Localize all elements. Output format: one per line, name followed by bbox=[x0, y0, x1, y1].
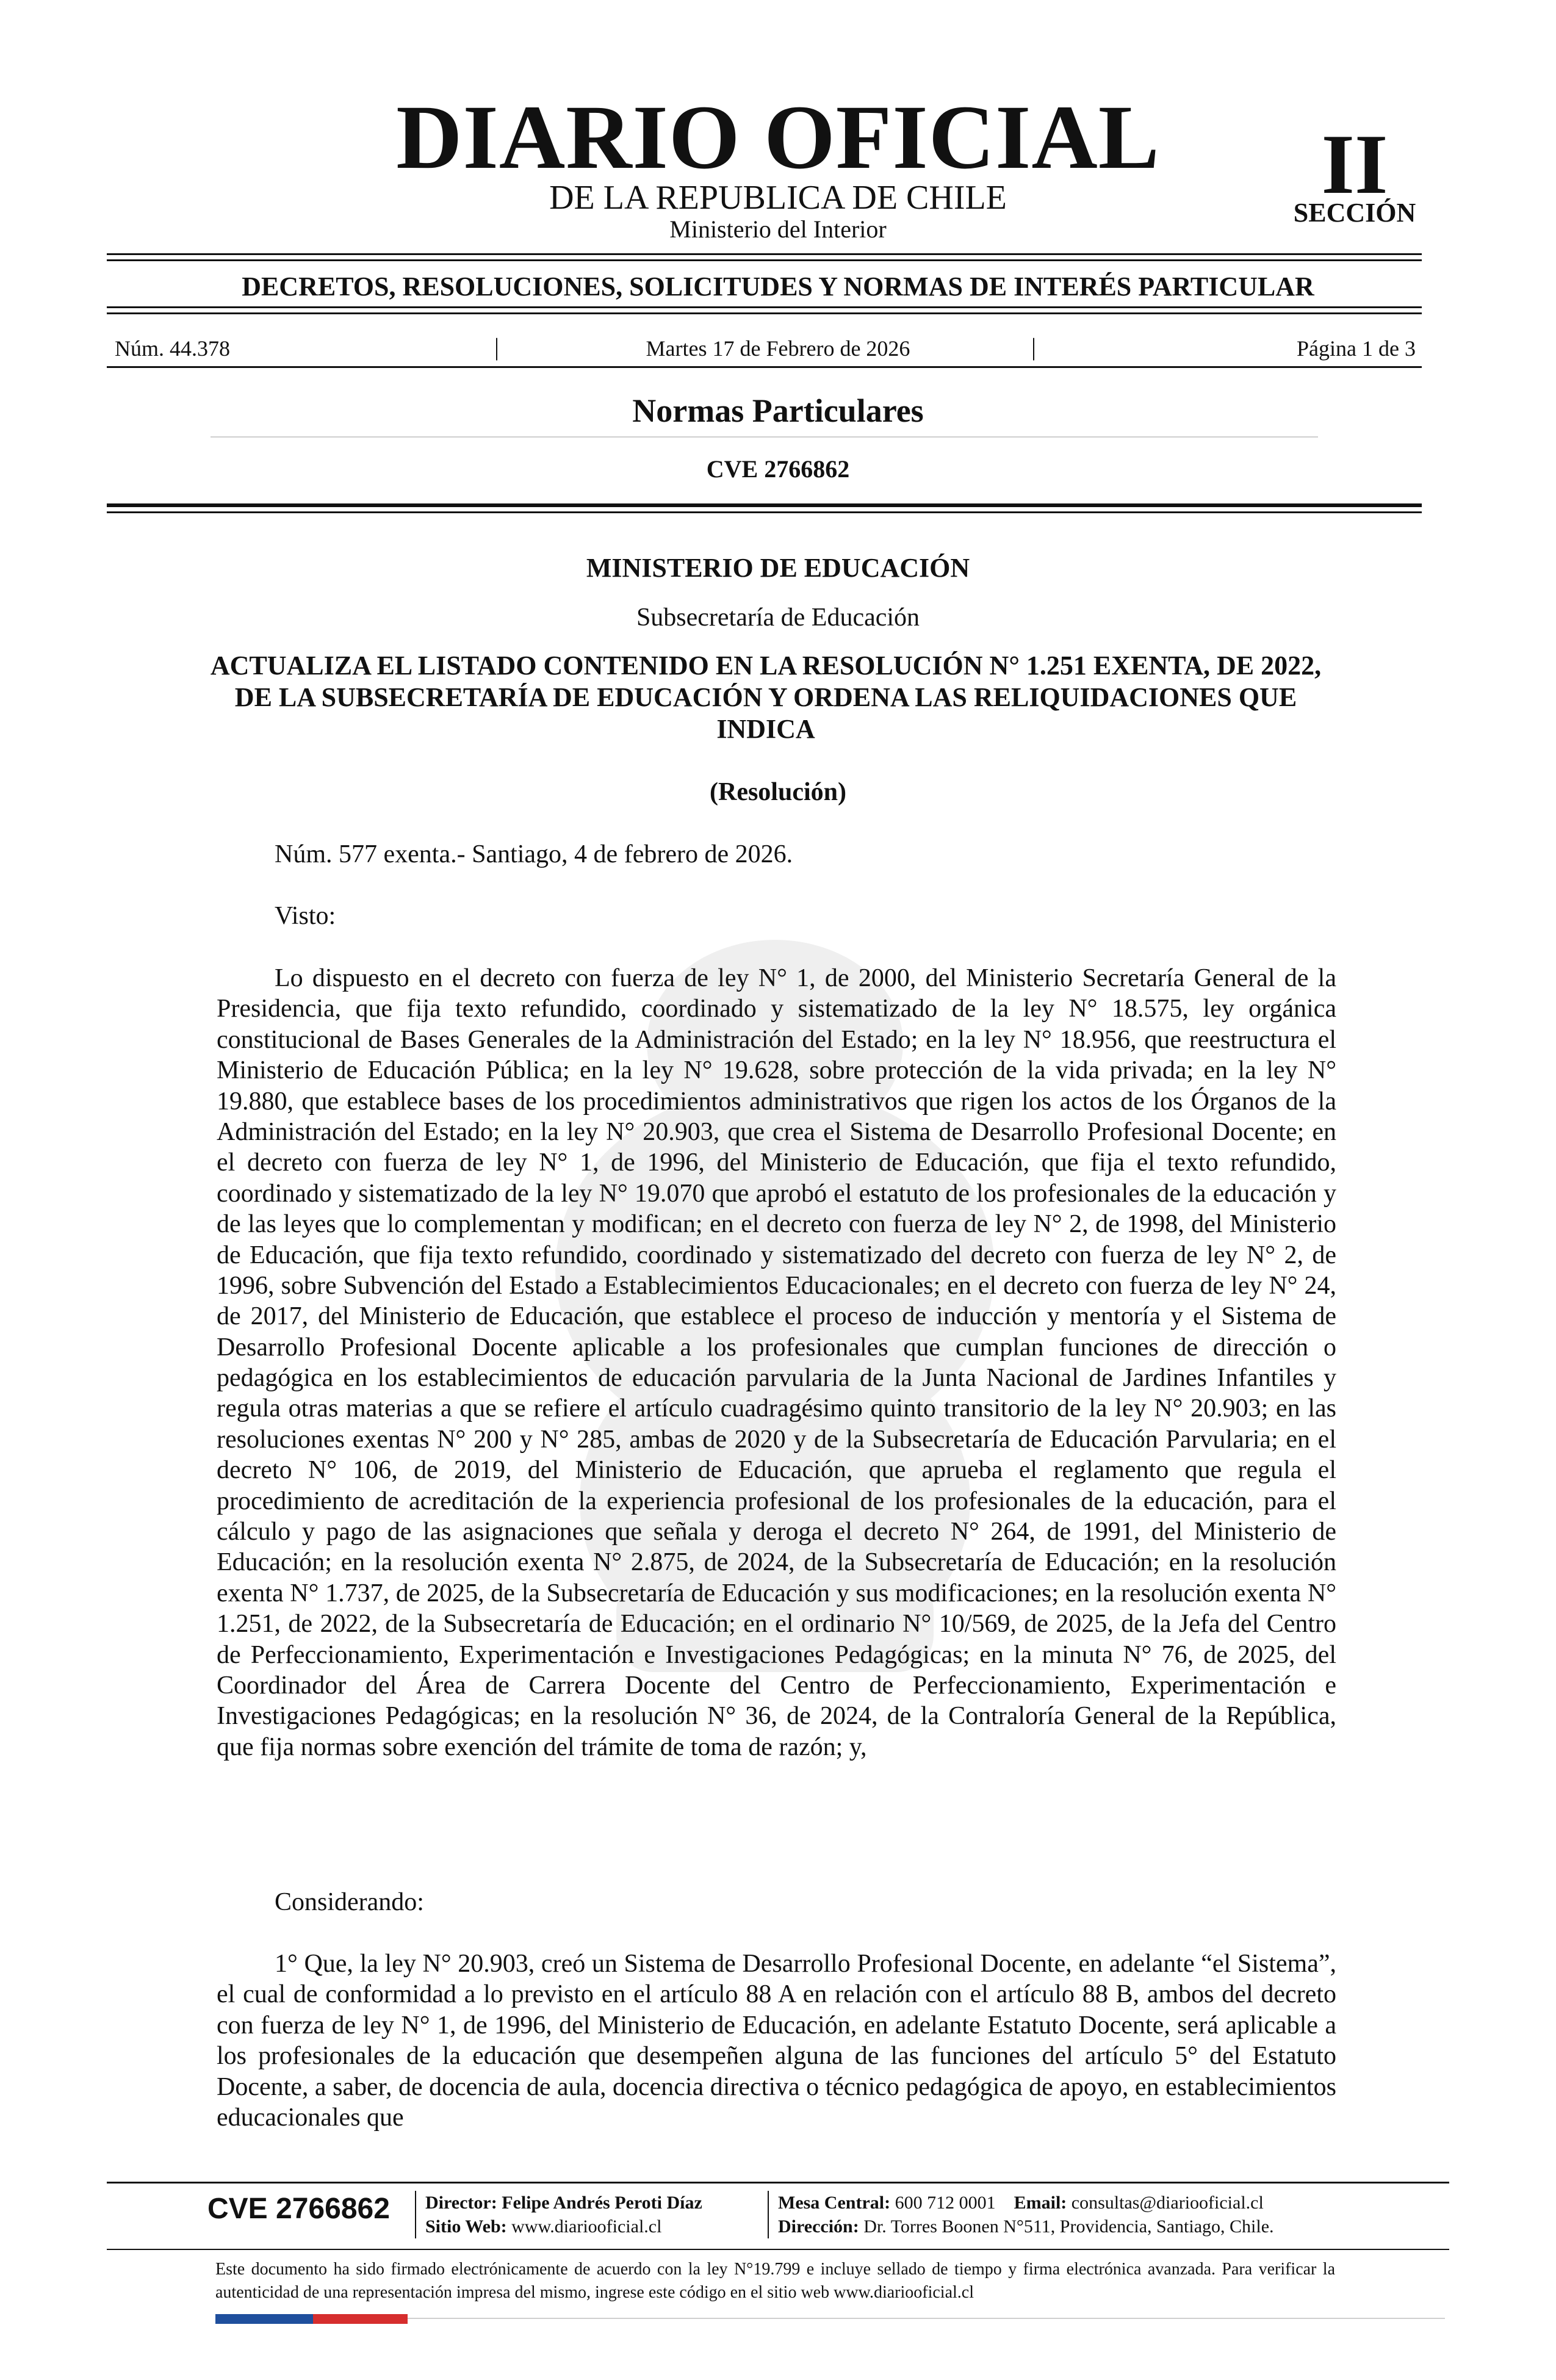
divider bbox=[107, 312, 1422, 314]
document-type: (Resolución) bbox=[710, 778, 846, 806]
site-label: Sitio Web: bbox=[425, 2216, 507, 2237]
footer-contact-left bbox=[425, 2191, 702, 2238]
document-headline: ACTUALIZA EL LISTADO CONTENIDO EN LA RESOLUCIÓN N° 1.251 EXENTA, DE 2022, DE LA SUBSECRETARÍA DE EDUCACIÓN Y ORDENA LAS RELIQUIDACIONES QUE INDICA bbox=[210, 651, 1322, 744]
divider bbox=[107, 503, 1422, 507]
footer-divider bbox=[408, 2318, 1445, 2319]
section-number: II bbox=[1321, 117, 1388, 212]
flag-stripe-red bbox=[313, 2314, 408, 2324]
divider bbox=[107, 253, 1422, 255]
category-heading: DECRETOS, RESOLUCIONES, SOLICITUDES Y NORMAS DE INTERÉS PARTICULAR bbox=[242, 272, 1314, 301]
email-label: Email: bbox=[1014, 2193, 1067, 2213]
footer-contact-right bbox=[778, 2191, 1274, 2238]
masthead-subtitle: DE LA REPUBLICA DE CHILE bbox=[549, 179, 1007, 217]
divider bbox=[107, 511, 1422, 513]
section-title: Normas Particulares bbox=[632, 392, 924, 429]
footer-cve-code: CVE 2766862 bbox=[207, 2193, 390, 2225]
divider bbox=[107, 306, 1422, 308]
site-link[interactable]: www.diariooficial.cl bbox=[511, 2216, 662, 2237]
divider bbox=[107, 366, 1422, 368]
masthead-title: DIARIO OFICIAL bbox=[396, 87, 1160, 188]
cve-code: CVE 2766862 bbox=[706, 455, 850, 483]
footer-divider bbox=[107, 2249, 1449, 2250]
divider bbox=[107, 259, 1422, 261]
considerando-heading: Considerando: bbox=[275, 1888, 424, 1916]
issue-separator: | bbox=[494, 333, 500, 361]
section-label: SECCIÓN bbox=[1293, 198, 1416, 228]
subsecretaria-heading: Subsecretaría de Educación bbox=[636, 604, 920, 632]
page-indicator: Página 1 de 3 bbox=[1297, 336, 1416, 361]
flag-stripe-blue bbox=[215, 2314, 313, 2324]
footer-separator bbox=[415, 2191, 416, 2238]
masthead-ministry: Ministerio del Interior bbox=[669, 215, 887, 243]
issue-separator: | bbox=[1031, 333, 1037, 361]
considerando-paragraph: 1° Que, la ley N° 20.903, creó un Sistema de Desarrollo Profesional Docente, en adelante “el Sistema”, el cual de conformidad a lo previsto en el artículo 88 A en relación con el artículo 88 B, ambos del decreto con fuerza de ley N° 1, de 1996, del Ministerio de Educación, en adelante Estatuto Docente, será aplicable a los profesionales de la educación que desempeñen alguna de las funciones del artículo 5° del Estatuto Docente, a saber, de docencia de aula, docencia directiva o técnico pedagógica de apoyo, en establecimientos educacionales que bbox=[217, 1950, 1336, 2132]
central-label: Mesa Central: bbox=[778, 2193, 891, 2213]
address-value: Dr. Torres Boonen N°511, Providencia, Santiago, Chile. bbox=[863, 2216, 1274, 2237]
director-name: Felipe Andrés Peroti Díaz bbox=[502, 2193, 702, 2213]
ministry-heading: MINISTERIO DE EDUCACIÓN bbox=[586, 553, 970, 583]
footer-legal-notice: Este documento ha sido firmado electrónicamente de acuerdo con la ley N°19.799 e incluye sellado de tiempo y firma electrónica avanzada. Para verificar la autenticidad de una representación impresa del mismo, ingrese este código en el sitio web www.diariooficial.cl bbox=[215, 2260, 1335, 2302]
issue-date: Martes 17 de Febrero de 2026 bbox=[646, 336, 910, 361]
footer-separator bbox=[768, 2191, 769, 2238]
resolution-number-line: Núm. 577 exenta.- Santiago, 4 de febrero de 2026. bbox=[275, 840, 793, 868]
visto-paragraph: Lo dispuesto en el decreto con fuerza de ley N° 1, de 2000, del Ministerio Secretaría General de la Presidencia, que fija texto refundido, coordinado y sistematizado de la ley N° 18.575, ley orgánica constitucional de Bases Generales de la Administración del Estado; en la ley N° 18.956, que reestructura el Ministerio de Educación Pública; en la ley N° 19.628, sobre protección de la vida privada; en la ley N° 19.880, que establece bases de los procedimientos administrativos que rigen los actos de los Órganos de la Administración del Estado; en la ley N° 20.903, que crea el Sistema de Desarrollo Profesional Docente; en el decreto con fuerza de ley N° 1, de 1996, del Ministerio de Educación, que fija el texto refundido, coordinado y sistematizado de la ley N° 19.070 que aprobó el estatuto de los profesionales de la educación y de las leyes que lo complementan y modifican; en el decreto con fuerza de ley N° 2, de 1998, del Ministerio de Educación, que fija texto refundido, coordinado y sistematizado del decreto con fuerza de ley N° 2, de 1996, sobre Subvención del Estado a Establecimientos Educacionales; en el decreto con fuerza de ley N° 24, de 2017, del Ministerio de Educación, que establece el proceso de inducción y mentoría y el Sistema de Desarrollo Profesional Docente aplicable a los profesionales que cumplan funciones de dirección o pedagógica en los establecimientos de educación parvularia de la Junta Nacional de Jardines Infantiles y regula otras materias a que se refiere el artículo cuadragésimo quinto transitorio de la ley N° 20.903; en las resoluciones exentas N° 200 y N° 285, ambas de 2020 y de la Subsecretaría de Educación Parvularia; en el decreto N° 106, de 2019, del Ministerio de Educación, que aprueba el reglamento que regula el procedimiento de acreditación de la experiencia profesional de los profesionales de la educación, para el cálculo y pago de las asignaciones que señala y deroga el decreto N° 264, de 1991, del Ministerio de Educación; en la resolución exenta N° 2.875, de 2024, de la Subsecretaría de Educación; en la resolución exenta N° 1.737, de 2025, de la Subsecretaría de Educación y sus modificaciones; en la resolución exenta N° 1.251, de 2022, de la Subsecretaría de Educación; en el ordinario N° 10/569, de 2025, de la Jefa del Centro de Perfeccionamiento, Experimentación e Investigaciones Pedagógicas; en la minuta N° 76, de 2025, del Coordinador del Área de Carrera Docente del Centro de Perfeccionamiento, Experimentación e Investigaciones Pedagógicas; en la resolución N° 36, de 2024, de la Contraloría General de la República, que fija normas sobre exención del trámite de toma de razón; y, bbox=[217, 964, 1336, 1761]
director-label: Director: bbox=[425, 2193, 497, 2213]
issue-number: Núm. 44.378 bbox=[115, 336, 230, 361]
email-link[interactable]: consultas@diariooficial.cl bbox=[1071, 2193, 1264, 2213]
address-label: Dirección: bbox=[778, 2216, 859, 2237]
visto-heading: Visto: bbox=[275, 902, 336, 930]
central-phone: 600 712 0001 bbox=[895, 2193, 996, 2213]
footer-divider bbox=[107, 2182, 1449, 2183]
divider bbox=[211, 436, 1318, 438]
